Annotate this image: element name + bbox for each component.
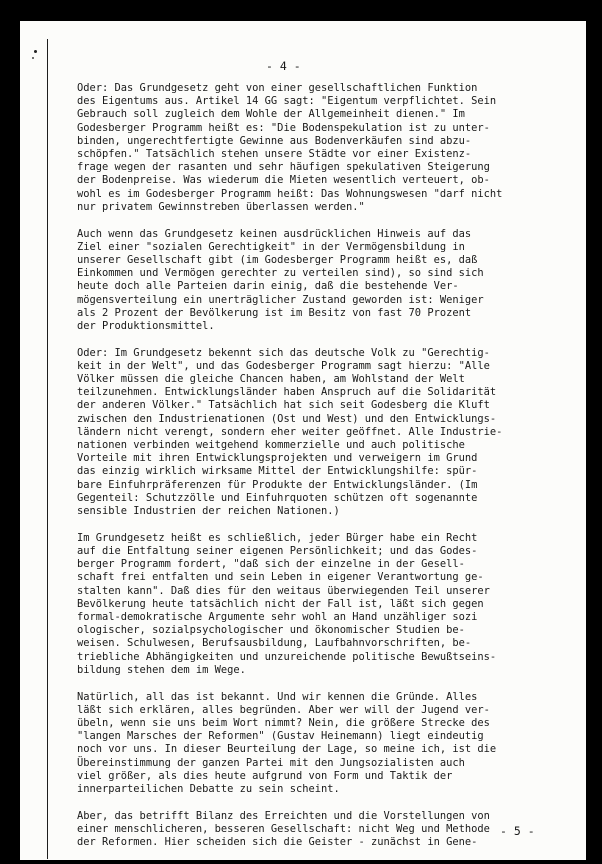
text-line: das einzig wirklich wirksame Mittel der Entwicklungshilfe: spür- — [77, 465, 478, 478]
text-line: des Eigentums aus. Artikel 14 GG sagt: "Eigentum verpflichtet. Sein — [77, 95, 497, 108]
text-line: stalten kann". Daß dies für den weitaus überwiegenden Teil unserer — [77, 584, 490, 597]
text-line: teilzunehmen. Entwicklungsländer haben Anspruch auf die Solidarität — [77, 386, 497, 399]
text-line: Vorteile mit ihren Entwicklungsprojekten und verweigern im Grund — [77, 452, 478, 465]
page-number-bottom: - 5 - — [500, 824, 535, 838]
text-line: Ziel einer "sozialen Gerechtigkeit" in der Vermögensbildung in — [77, 240, 465, 253]
text-line: Oder: Im Grundgesetz bekennt sich das deutsche Volk zu "Gerechtig- — [77, 346, 490, 359]
text-line: Übereinstimmung der ganzen Partei mit den Jungsozialisten auch — [77, 756, 465, 769]
text-line: sensible Industrien der reichen Nationen.) — [77, 505, 340, 518]
text-line: mögensverteilung ein unerträglicher Zustand geworden ist: Weniger — [77, 293, 484, 306]
text-line: Einkommen und Vermögen gerechter zu verteilen sind), so sind sich — [77, 267, 484, 280]
scan-speck — [32, 57, 34, 59]
page-number-top: - 4 - — [266, 59, 301, 73]
text-line: schaft frei entfalten und sein Leben in eigener Verantwortung ge- — [77, 571, 484, 584]
text-line: innerparteilichen Debatte zu sein scheint. — [77, 782, 340, 795]
text-line: als 2 Prozent der Bevölkerung ist im Besitz von fast 70 Prozent — [77, 306, 472, 319]
text-line: Völker müssen die gleiche Chancen haben, am Wohlstand der Welt — [77, 373, 465, 386]
text-line: nationen verbinden weitgehend kommerzielle und auch politische — [77, 439, 465, 452]
text-line: nur privatem Gewinnstreben überlassen werden." — [77, 200, 365, 213]
text-line: frage wegen der rasanten und sehr häufigen spekulativen Steigerung — [77, 161, 490, 174]
text-line: Bevölkerung heute tatsächlich nicht der Fall ist, läßt sich gegen — [77, 597, 484, 610]
text-line: berger Programm fordert, "daß sich der einzelne in der Gesell- — [77, 558, 465, 571]
text-line: ländern nicht verengt, sondern eher weiter geöffnet. Alle Industrie- — [77, 425, 503, 438]
scan-speck — [34, 50, 37, 53]
paragraph-5 — [77, 691, 583, 797]
text-line: ologischer, sozialpsychologischer und ökonomischer Studien be- — [77, 624, 465, 637]
text-line: triebliche Abhängigkeiten und unzureichende politische Bewußtseins- — [77, 650, 497, 663]
text-line: Auch wenn das Grundgesetz keinen ausdrücklichen Hinweis auf das — [77, 227, 472, 240]
text-line: binden, ungerechtfertigte Gewinne aus Bodenverkäufen sind abzu- — [77, 134, 472, 147]
paragraph-4 — [77, 532, 583, 677]
text-line: der Reformen. Hier scheiden sich die Geister - zunächst in Gene- — [77, 836, 478, 849]
text-line: Gebrauch soll zugleich dem Wohle der Allgemeinheit dienen." Im — [77, 108, 465, 121]
text-line: viel größer, als dies heute aufgrund von Form und Taktik der — [77, 769, 453, 782]
text-line: auf die Entfaltung seiner eigenen Persönlichkeit; und das Godes- — [77, 545, 478, 557]
text-line: heute doch alle Parteien darin einig, daß die bestehende Ver- — [77, 280, 459, 293]
paragraph-2 — [77, 228, 583, 334]
text-line: der Produktionsmittel. — [77, 319, 215, 332]
paragraph-3 — [77, 347, 583, 519]
text-line: bildung stehen dem im Wege. — [77, 663, 246, 676]
text-line: unserer Gesellschaft gibt (im Godesberger Programm heißt es, daß — [77, 253, 478, 266]
text-line: Oder: Das Grundgesetz geht von einer gesellschaftlichen Funktion — [77, 82, 478, 94]
text-line: keit in der Welt", und das Godesberger Programm sagt hierzu: "Alle — [77, 359, 490, 372]
text-line: wohl es im Godesberger Programm heißt: Das Wohnungswesen "darf nicht — [77, 187, 503, 200]
body-text — [77, 82, 583, 860]
text-line: zwischen den Industrienationen (Ost und West) und den Entwicklungs- — [77, 412, 497, 425]
text-line: Godesberger Programm heißt es: "Die Bodenspekulation ist zu unter- — [77, 121, 490, 134]
text-line: weisen. Schulwesen, Berufsausbildung, Laufbahnvorschriften, be- — [77, 637, 472, 650]
text-line: der Bodenpreise. Was wiederum die Mieten wesentlich verteuert, ob- — [77, 174, 490, 187]
text-line: formal-demokratische Argumente sehr wohl an Hand unzähliger sozi — [77, 611, 478, 624]
text-line: Natürlich, all das ist bekannt. Und wir kennen die Gründe. Alles — [77, 690, 478, 703]
text-line: Aber, das betrifft Bilanz des Erreichten und die Vorstellungen von — [77, 809, 490, 822]
text-line: einer menschlicheren, besseren Gesellschaft: nicht Weg und Methode — [77, 822, 490, 835]
document-page — [20, 21, 586, 860]
text-line: bare Einfuhrpräferenzen für Produkte der Entwicklungsländer. (Im — [77, 478, 478, 491]
text-line: noch vor uns. In dieser Beurteilung der Lage, so meine ich, ist die — [77, 743, 497, 756]
page-border-line — [47, 39, 48, 859]
text-line: übeln, wenn sie uns beim Wort nimmt? Nein, die größere Strecke des — [77, 716, 490, 729]
paragraph-1 — [77, 82, 583, 214]
text-line: Im Grundgesetz heißt es schließlich, jeder Bürger habe ein Recht — [77, 531, 478, 544]
text-line: schöpfen." Tatsächlich stehen unsere Städte vor einer Existenz- — [77, 148, 472, 161]
text-line: "langen Marsches der Reformen" (Gustav Heinemann) liegt eindeutig — [77, 730, 484, 743]
text-line: der anderen Völker." Tatsächlich hat sich seit Godesberg die Kluft — [77, 399, 490, 412]
text-line: läßt sich erklären, alles begründen. Aber wer will der Jugend ver- — [77, 703, 490, 716]
text-line: Gegenteil: Schutzzölle und Einfuhrquoten schützen oft sogenannte — [77, 491, 478, 504]
